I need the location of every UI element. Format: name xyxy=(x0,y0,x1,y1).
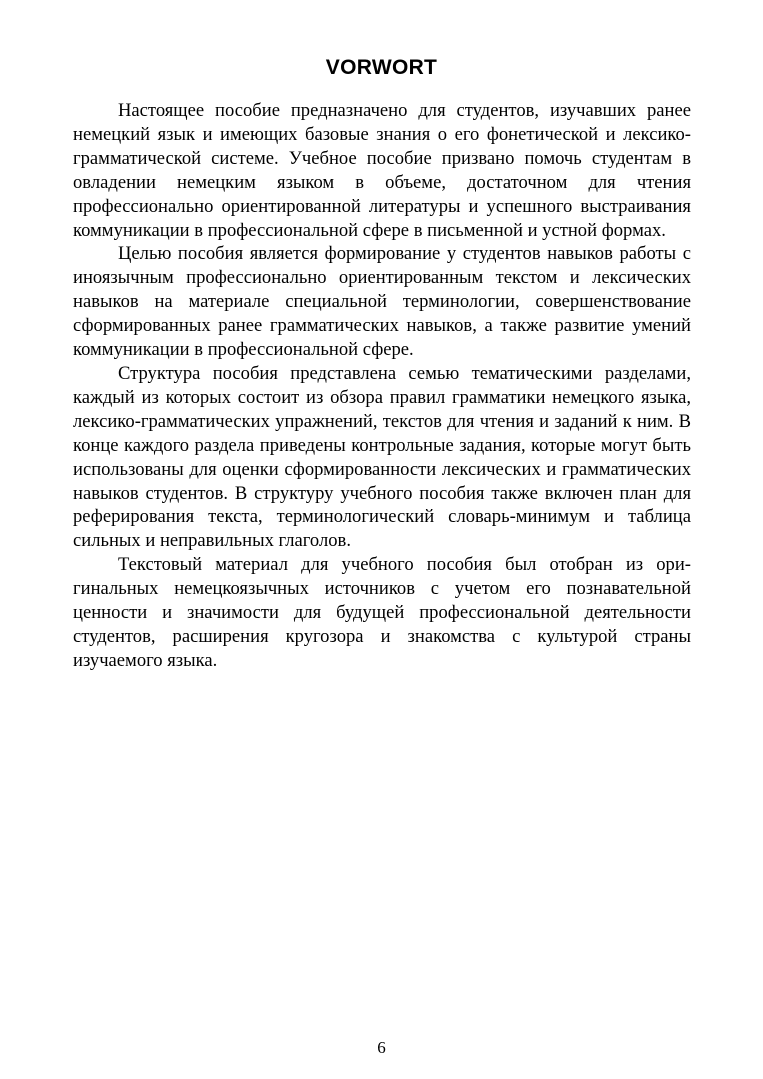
paragraph-1: Настоящее пособие предназначено для студентов, изучавших ранее немецкий язык и имеющих базовые знания о его фонетической и лексико-грамматической системе. Учебное пособие призвано помочь студентам в овладении немецким языком в объеме, достаточном для чтения профессионально ориентированной литературы и успешного выстраивания коммуникации в профессиональной сфере в письменной и устной формах. xyxy=(73,100,691,241)
paragraph-3: Структура пособия представлена семью тематическими разделами, каждый из которых состоит из обзора правил грамматики немецкого языка, лексико-грамматических упражнений, текстов для чтения и заданий к ним. В конце каждого раздела приведены контрольные задания, которые могут быть использованы для оценки сформированности лексических и грамматических навыков студентов. В структуру учебного пособия также включен план для реферирования текста, терминологический словарь-минимум и таблица сильных и неправильных глаголов. xyxy=(73,362,691,552)
preface-body xyxy=(73,99,691,673)
page-title: VORWORT xyxy=(325,56,438,79)
paragraph-2: Целью пособия является формирование у студентов навыков работы с иноязычным профессионально ориентированным текстом и лексических навыков на материале специальной терминологии, совершенствование сформированных ранее грамматических навыков, а также развитие умений коммуникации в профессиональной сфере. xyxy=(73,243,691,361)
paragraph-4: Текстовый материал для учебного пособия был отобран из оригинальных немецкоязычных источников с учетом его познавательной ценности и значимости для будущей профессиональной деятельности студентов, расширения кругозора и знакомства с культурой страны изучаемого языка. xyxy=(73,554,691,671)
page-number: 6 xyxy=(377,1038,386,1057)
